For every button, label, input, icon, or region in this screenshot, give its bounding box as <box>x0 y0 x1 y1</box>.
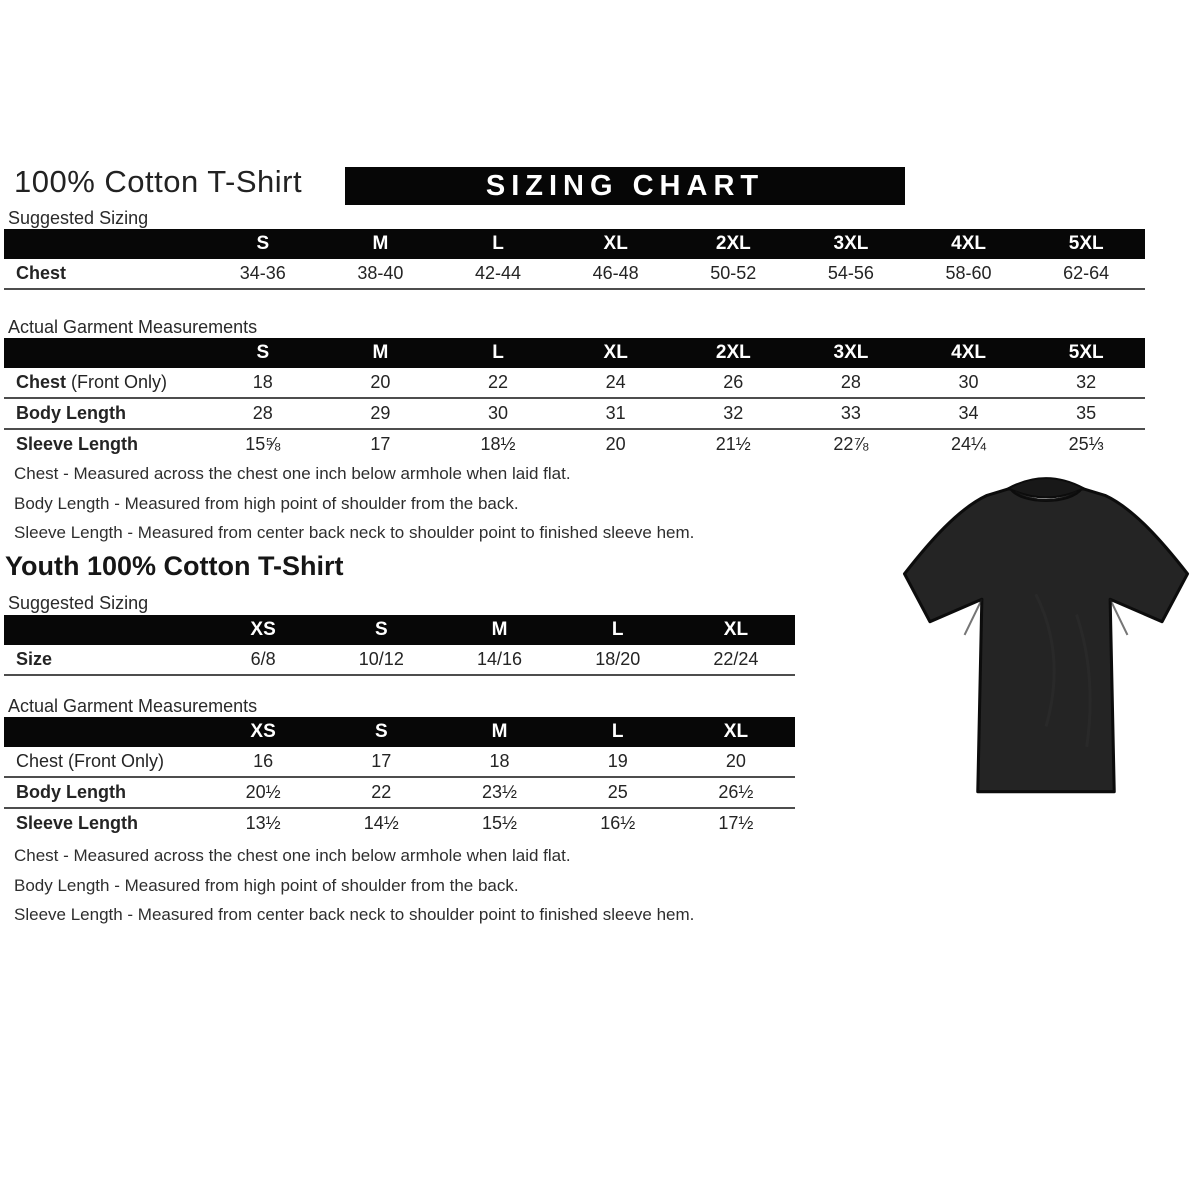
column-header: L <box>492 233 504 254</box>
column-header: 4XL <box>951 342 986 363</box>
youth-title: Youth 100% Cotton T-Shirt <box>5 551 344 581</box>
row-label: Chest <box>16 263 67 283</box>
measurement-cell: 22/24 <box>713 649 759 669</box>
measurement-cell: 35 <box>1076 403 1097 423</box>
table-row <box>4 430 1145 459</box>
tshirt-shape <box>904 478 1187 792</box>
column-header: XL <box>603 233 628 254</box>
measurement-cell: 22 <box>371 782 392 802</box>
note-line: Chest - Measured across the chest one inch below armhole when laid flat. <box>14 846 571 865</box>
measurement-cell: 17 <box>370 434 391 454</box>
table-row <box>4 645 795 676</box>
measurement-cell: 25⅓ <box>1068 434 1104 454</box>
column-header: L <box>611 619 624 640</box>
table-row <box>4 368 1145 399</box>
measurement-cell: 14/16 <box>476 649 523 669</box>
measurement-cell: 30 <box>958 372 979 392</box>
row-label-suffix: (Front Only) <box>66 372 168 392</box>
column-header: 5XL <box>1068 342 1104 363</box>
measurement-cell: 6/8 <box>250 649 276 669</box>
measurement-cell: 20 <box>370 372 391 392</box>
sizing-chart-banner <box>345 167 905 205</box>
row-label: Size <box>16 649 53 669</box>
measurement-cell: 54-56 <box>827 263 874 283</box>
column-header: 2XL <box>715 342 751 363</box>
adult-measurements-label: Actual Garment Measurements <box>8 317 258 337</box>
row-label: Chest (Front Only) <box>16 372 168 392</box>
table-row <box>4 778 795 809</box>
measurement-cell: 28 <box>252 403 273 423</box>
column-header: 4XL <box>951 233 986 254</box>
table-row <box>4 399 1145 430</box>
column-header: M <box>372 233 389 254</box>
measurement-cell: 33 <box>840 403 861 423</box>
table-row <box>4 809 795 838</box>
note-line: Sleeve Length - Measured from center back neck to shoulder point to finished sleeve hem. <box>14 523 695 542</box>
note-line: Body Length - Measured from high point of shoulder from the back. <box>14 875 519 895</box>
column-header: 3XL <box>833 233 869 254</box>
measurement-cell: 18/20 <box>595 649 641 669</box>
column-header: S <box>256 233 270 254</box>
column-header: XS <box>250 619 276 640</box>
measurement-cell: 14½ <box>363 813 399 833</box>
measurement-cell: 24¼ <box>951 434 987 454</box>
column-header: XS <box>250 721 276 742</box>
black-tshirt-image <box>893 472 1199 808</box>
column-header: S <box>256 342 270 363</box>
measurement-cell: 18 <box>252 372 273 392</box>
measurement-cell: 58-60 <box>945 263 992 283</box>
measurement-cell: 32 <box>1076 372 1097 392</box>
measurement-cell: 17½ <box>718 813 754 833</box>
note-line: Chest - Measured across the chest one inch below armhole when laid flat. <box>14 464 571 483</box>
column-header: L <box>611 721 624 742</box>
youth-suggested-table <box>4 615 795 676</box>
measurement-cell: 16 <box>253 751 274 771</box>
adult-notes <box>14 464 694 553</box>
measurement-cell: 30 <box>488 403 509 423</box>
youth-suggested-label: Suggested Sizing <box>8 593 149 613</box>
measurement-cell: 42-44 <box>475 263 522 283</box>
table-header-row <box>4 717 795 747</box>
column-header: S <box>374 619 388 640</box>
measurement-cell: 29 <box>370 403 391 423</box>
adult-measurements-table <box>4 338 1145 459</box>
measurement-cell: 38-40 <box>357 263 404 283</box>
measurement-cell: 28 <box>840 372 861 392</box>
column-header: 3XL <box>833 342 869 363</box>
table-row <box>4 747 795 778</box>
measurement-cell: 62-64 <box>1063 263 1110 283</box>
column-header: S <box>374 721 388 742</box>
column-header: XL <box>723 721 749 742</box>
measurement-cell: 34-36 <box>239 263 286 283</box>
measurement-cell: 20½ <box>245 782 281 802</box>
row-label: Sleeve Length <box>16 434 139 454</box>
measurement-cell: 23½ <box>481 782 518 802</box>
table-header-row <box>4 338 1145 368</box>
youth-measurements-label: Actual Garment Measurements <box>8 696 258 716</box>
measurement-cell: 18 <box>489 751 510 771</box>
measurement-cell: 22 <box>488 372 509 392</box>
measurement-cell: 25 <box>607 782 628 802</box>
measurement-cell: 32 <box>723 403 744 423</box>
row-label: Chest (Front Only) <box>16 751 165 771</box>
measurement-cell: 21½ <box>715 434 751 454</box>
column-header: M <box>491 619 508 640</box>
note-line: Sleeve Length - Measured from center back neck to shoulder point to finished sleeve hem. <box>14 905 695 924</box>
row-label: Sleeve Length <box>16 813 139 833</box>
note-line: Body Length - Measured from high point of shoulder from the back. <box>14 493 519 513</box>
measurement-cell: 26 <box>723 372 744 392</box>
measurement-cell: 18½ <box>480 434 516 454</box>
row-label: Body Length <box>16 782 126 802</box>
measurement-cell: 26½ <box>718 782 754 802</box>
column-header: 2XL <box>715 233 751 254</box>
column-header: M <box>372 342 389 363</box>
measurement-cell: 31 <box>605 403 626 423</box>
measurement-cell: 16½ <box>600 813 636 833</box>
column-header: 5XL <box>1068 233 1104 254</box>
measurement-cell: 46-48 <box>592 263 639 283</box>
measurement-cell: 10/12 <box>358 649 404 669</box>
measurement-cell: 22⅞ <box>833 434 869 454</box>
column-header: XL <box>603 342 628 363</box>
measurement-cell: 20 <box>725 751 746 771</box>
page-title: 100% Cotton T-Shirt <box>14 164 303 199</box>
measurement-cell: 13½ <box>245 813 281 833</box>
column-header: L <box>492 342 504 363</box>
adult-suggested-label: Suggested Sizing <box>8 208 149 228</box>
table-header-row <box>4 229 1145 259</box>
table-row <box>4 259 1145 290</box>
measurement-cell: 19 <box>607 751 628 771</box>
column-header: M <box>491 721 508 742</box>
measurement-cell: 15½ <box>481 813 518 833</box>
banner-text: SIZING CHART <box>485 169 765 202</box>
youth-notes <box>14 846 694 935</box>
measurement-cell: 24 <box>605 372 626 392</box>
adult-suggested-table <box>4 229 1145 290</box>
measurement-cell: 15⅝ <box>245 434 281 454</box>
measurement-cell: 34 <box>958 403 979 423</box>
youth-measurements-table <box>4 717 795 838</box>
measurement-cell: 17 <box>371 751 392 771</box>
measurement-cell: 20 <box>605 434 626 454</box>
row-label: Body Length <box>16 403 126 423</box>
measurement-cell: 50-52 <box>710 263 757 283</box>
column-header: XL <box>723 619 749 640</box>
table-header-row <box>4 615 795 645</box>
